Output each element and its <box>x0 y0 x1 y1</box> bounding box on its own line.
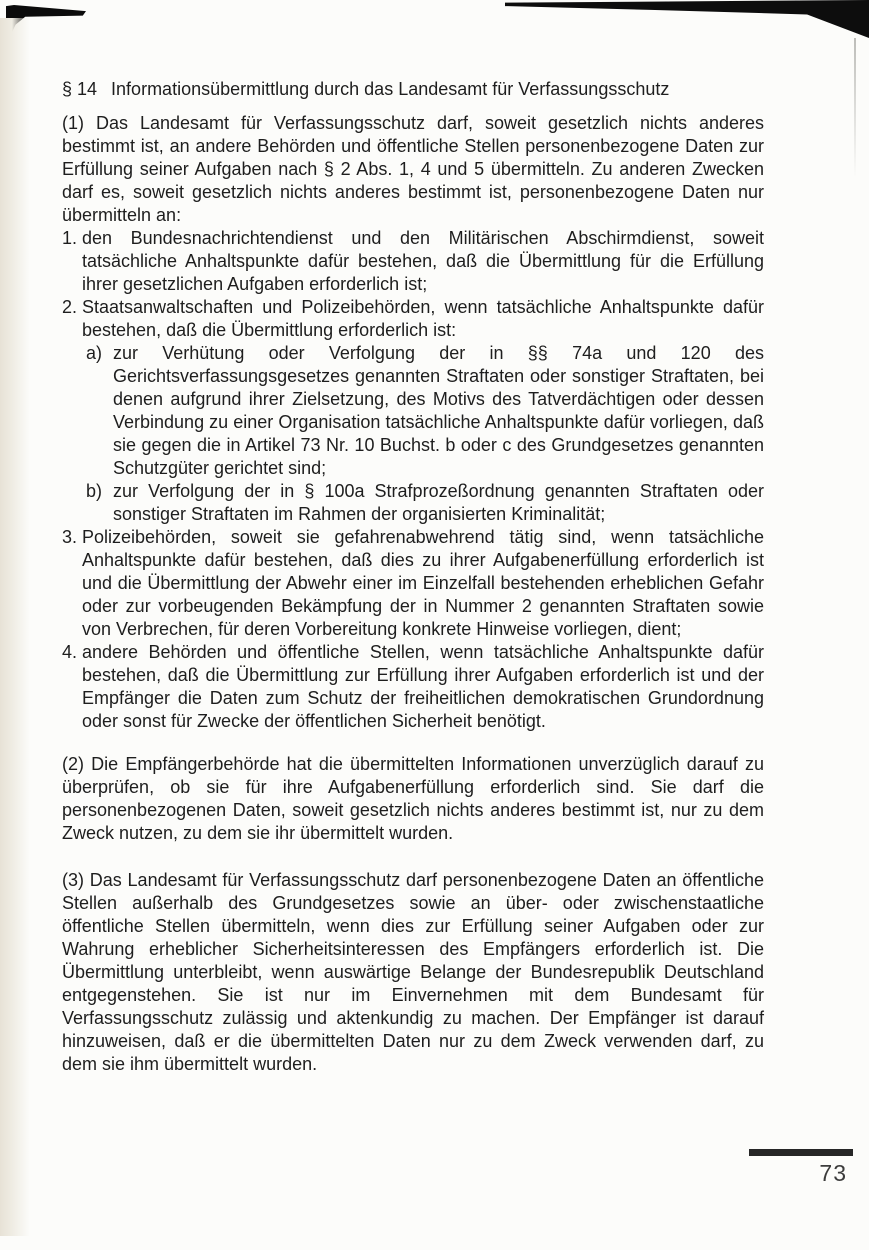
list-item-text: andere Behörden und öffentliche Stellen, wenn tatsächliche Anhaltspunkte dafür bestehen, daß die Übermittlung zur Erfüllung ihrer Aufgaben erforderlich ist und der Empfänger die Daten zum Schutz der freiheitlichen demokratischen Grundordnung oder sonst für Zwecke der öffentlichen Sicherheit benötigt. <box>82 642 764 731</box>
list-item-number: 3. <box>62 527 78 547</box>
page-number: 73 <box>819 1160 847 1186</box>
list-item <box>62 641 764 733</box>
section-title: Informationsübermittlung durch das Landesamt für Verfassungsschutz <box>111 79 670 99</box>
sub-item-label: b) <box>86 481 103 501</box>
list-item-text: Polizeibehörden, soweit sie gefahrenabwehrend tätig sind, wenn tatsächliche Anhaltspunkte dafür bestehen, daß dies zu ihrer Aufgabenerfüllung erforderlich ist und die Übermittlung der Abwehr einer im Einzelfall bestehenden erheblichen Gefahr oder zur vorbeugenden Bekämpfung der in Nummer 2 genannten Straftaten sowie von Verbrechen, für deren Vorbereitung konkrete Hinweise vorliegen, dient; <box>82 527 764 639</box>
scan-edge-top-strip <box>505 0 869 38</box>
list-item-text <box>82 296 764 526</box>
list-item-text: den Bundesnachrichtendienst und den Militärischen Abschirmdienst, soweit tatsächliche Anhaltspunkte dafür bestehen, daß die Übermittlung für die Erfüllung ihrer gesetzlichen Aufgaben erforderlich ist; <box>82 228 764 294</box>
sub-item-text: zur Verfolgung der in § 100a Strafprozeßordnung genannten Straftaten oder sonstiger Straftaten im Rahmen der organisierten Kriminalität; <box>113 481 764 524</box>
list-item <box>62 227 764 296</box>
footer-rule <box>749 1149 853 1156</box>
list-item-number: 4. <box>62 642 78 662</box>
scan-page-right-edge-line <box>854 38 856 178</box>
page-body <box>62 78 764 1076</box>
paragraph-3: (3) Das Landesamt für Verfassungsschutz darf personenbezogene Daten an öffentliche Stellen außerhalb des Grundgesetzes sowie an über- oder zwischenstaatliche öffentliche Stellen übermitteln, wenn dies zur Erfüllung seiner Aufgaben oder zur Wahrung erheblicher Sicherheitsinteressen des Empfängers erforderlich ist. Die Übermittlung unterbleibt, wenn auswärtige Belange der Bundesrepublik Deutschland entgegenstehen. Sie ist nur im Einvernehmen mit dem Bundesamt für Verfassungsschutz zulässig und aktenkundig zu machen. Der Empfänger ist darauf hinzuweisen, daß er die übermittelten Daten nur zu dem Zweck verwenden darf, zu dem sie ihm übermittelt wurden. <box>62 870 764 1074</box>
sub-list-item <box>86 342 764 480</box>
enumerated-list <box>62 227 764 733</box>
paragraph-1: (1) Das Landesamt für Verfassungsschutz darf, soweit gesetzlich nichts anderes bestimmt ist, an andere Behörden und öffentliche Stellen personenbezogene Daten zur Erfüllung seiner Aufgaben nach § 2 Abs. 1, 4 und 5 übermitteln. Zu anderen Zwecken darf es, soweit gesetzlich nichts anderes bestimmt ist, personenbezogene Daten nur übermitteln an: <box>62 113 764 225</box>
sub-item-label: a) <box>86 343 103 363</box>
section-heading <box>62 78 764 101</box>
list-item <box>62 296 764 526</box>
list-item <box>62 526 764 641</box>
sub-item-text: zur Verhütung oder Verfolgung der in §§ 74a und 120 des Gerichtsverfassungsgesetzes genannten Straftaten oder sonstiger Straftaten, bei denen aufgrund ihrer Zielsetzung, des Motivs des Tatverdächtigen oder dessen Verbindung zu einer Organisation tatsächliche Anhaltspunkte dafür vorliegen, daß sie gegen die in Artikel 73 Nr. 10 Buchst. b oder c des Grundgesetzes genannten Schutzgüter gerichtet sind; <box>113 343 764 478</box>
list-item-intro: Staatsanwaltschaften und Polizeibehörden, wenn tatsächliche Anhaltspunkte dafür bestehen, daß die Übermittlung erforderlich ist: <box>82 297 764 340</box>
section-number: § 14 <box>62 79 98 99</box>
list-item-number: 1. <box>62 228 78 248</box>
paragraph-2: (2) Die Empfängerbehörde hat die übermittelten Informationen unverzüglich darauf zu überprüfen, ob sie für ihre Aufgabenerfüllung erforderlich sind. Sie darf die personenbezogenen Daten, soweit gesetzlich nichts anderes bestimmt ist, nur zu dem Zweck nutzen, zu dem sie ihr übermittelt wurden. <box>62 754 764 843</box>
list-item-number: 2. <box>62 297 78 317</box>
sub-list <box>86 342 764 526</box>
scan-page-left-edge-shading <box>0 18 30 1236</box>
sub-list-item <box>86 480 764 526</box>
